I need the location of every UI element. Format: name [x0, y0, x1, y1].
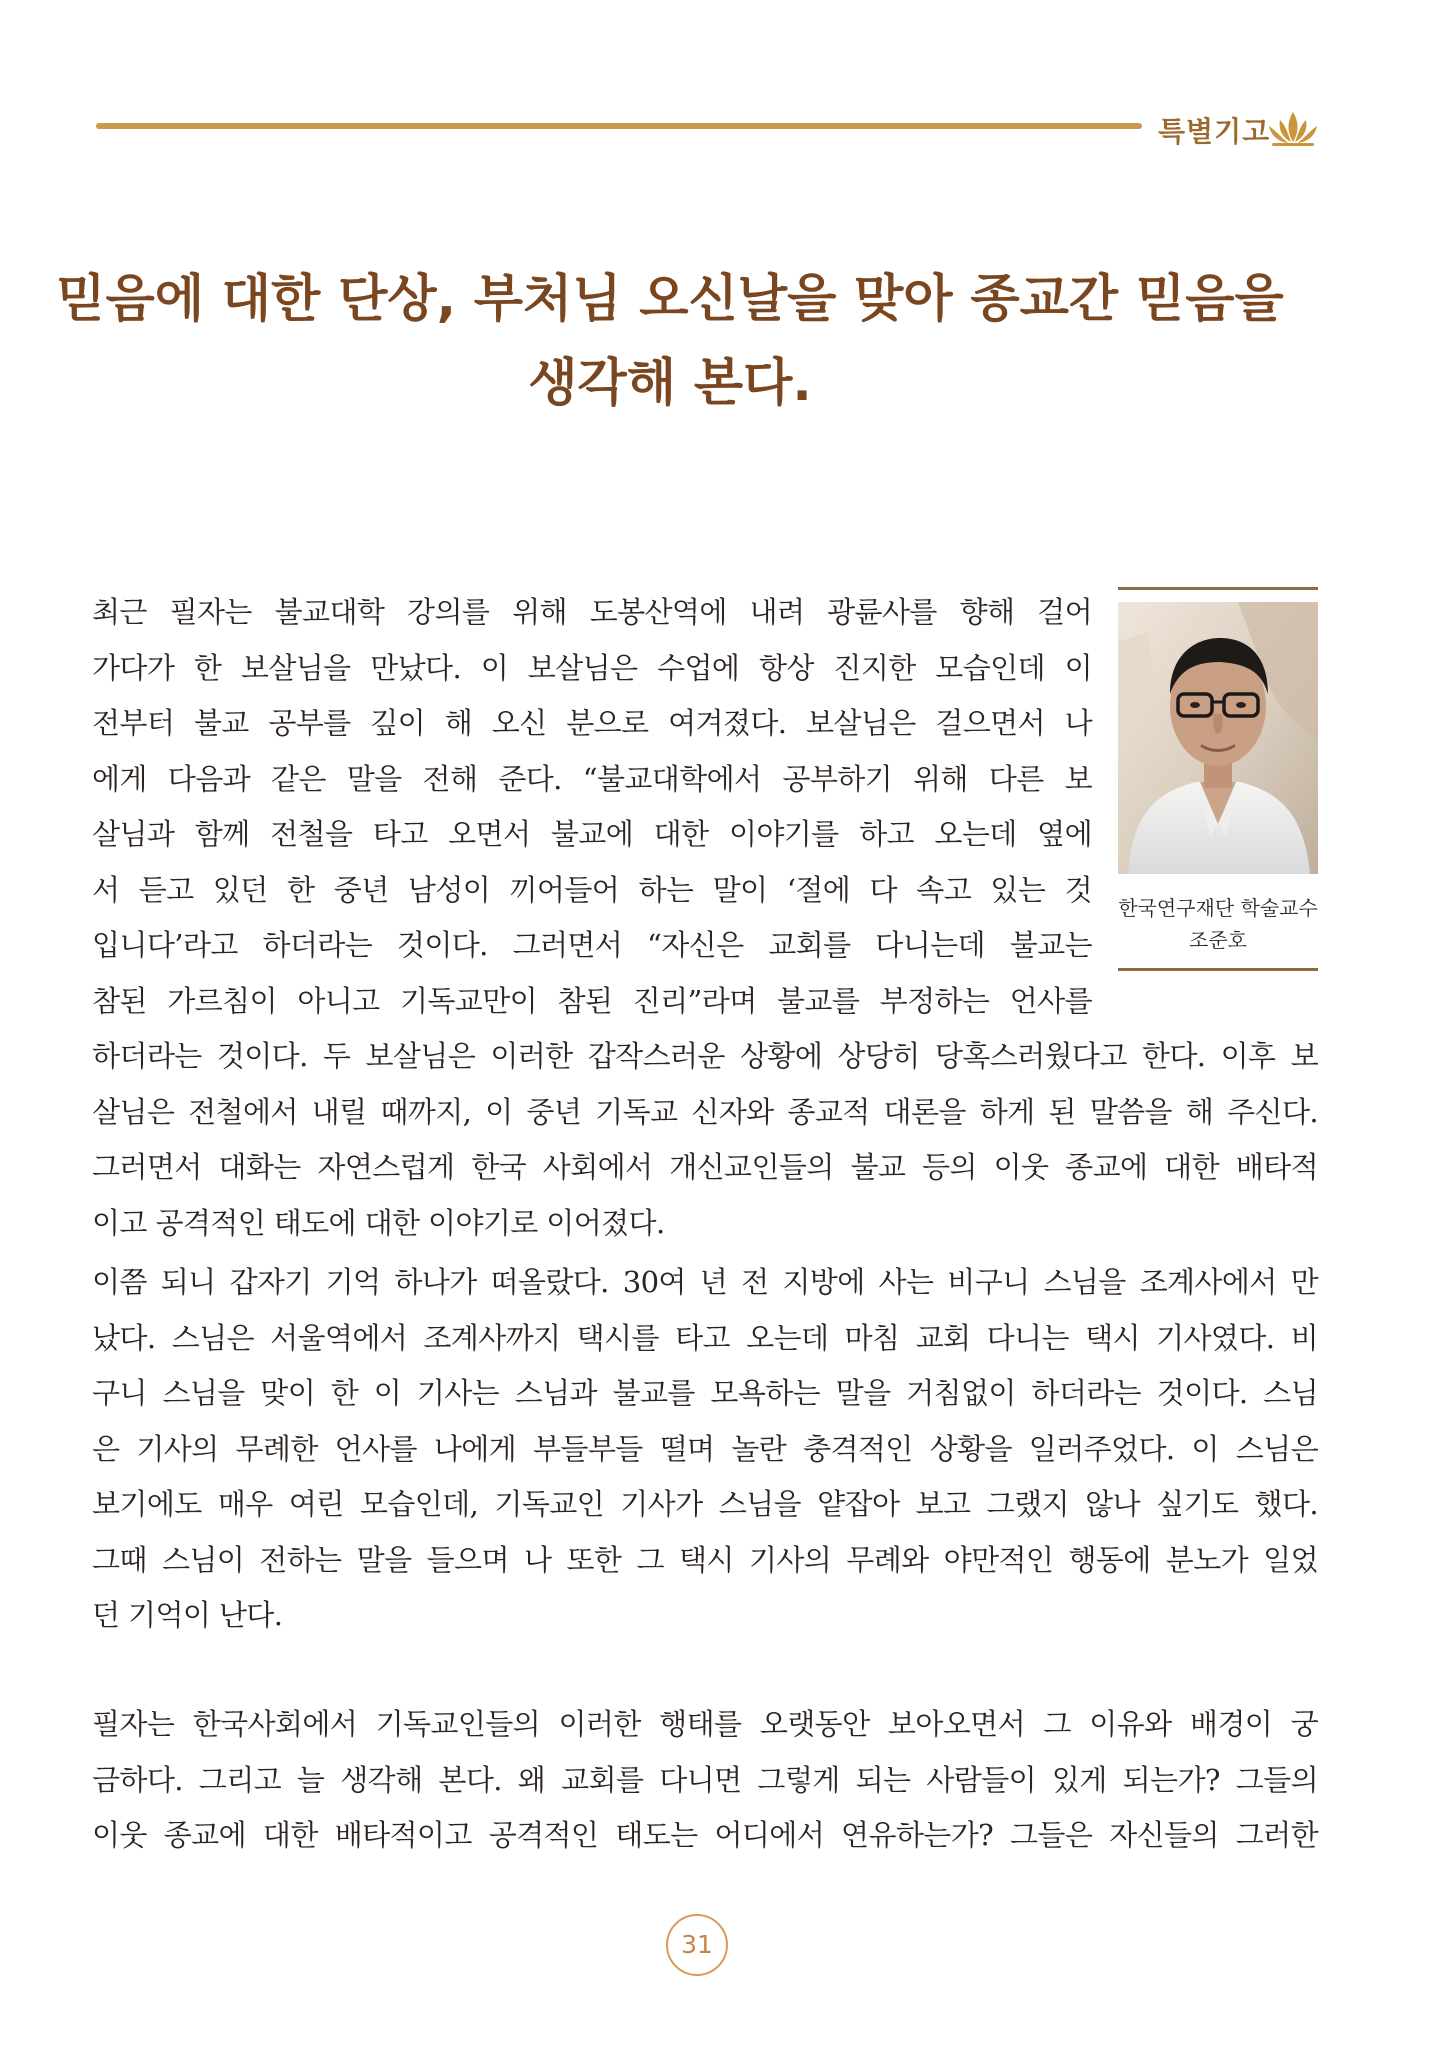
text-line: 필자는 한국사회에서 기독교인들의 이러한 행태를 오랫동안 보아오면서 그 이유와 배경이 궁 — [92, 1707, 1318, 1741]
text-line: 서 듣고 있던 한 중년 남성이 끼어들어 하는 말이 ‘절에 다 속고 있는 것 — [92, 872, 1092, 907]
article-title-line2: 생각해 본다. — [528, 354, 812, 413]
text-line: 전부터 불교 공부를 깊이 해 오신 분으로 여겨졌다. 보살님은 걸으면서 나 — [92, 706, 1092, 740]
text-line: 났다. 스님은 서울역에서 조계사까지 택시를 타고 오는데 마침 교회 다니는 택시 기사였다. 비 — [92, 1320, 1318, 1355]
paragraph-3 — [92, 1697, 1318, 1864]
article-title — [40, 258, 1300, 426]
lotus-icon — [1266, 108, 1320, 148]
paragraph-2 — [92, 1255, 1318, 1644]
text-line: 이고 공격적인 태도에 대한 이야기로 이어졌다. — [92, 1205, 665, 1240]
section-label: 특별기고 — [1158, 115, 1271, 148]
text-line: 은 기사의 무례한 언사를 나에게 부들부들 떨며 놀란 충격적인 상황을 일러주었다. 이 스님은 — [92, 1431, 1318, 1466]
article-title-line1: 믿음에 대한 단상, 부처님 오신날을 맞아 종교간 믿음을 — [56, 270, 1284, 329]
text-line: 참된 가르침이 아니고 기독교만이 참된 진리”라며 불교를 부정하는 언사를 — [92, 983, 1092, 1018]
text-line: 이웃 종교에 대한 배타적이고 공격적인 태도는 어디에서 연유하는가? 그들은 자신들의 그러한 — [92, 1818, 1318, 1852]
text-line: 살님은 전철에서 내릴 때까지, 이 중년 기독교 신자와 종교적 대론을 하게 된 말씀을 해 주신다. — [92, 1094, 1318, 1129]
paragraph-1 — [92, 585, 1318, 1251]
text-line: 하더라는 것이다. 두 보살님은 이러한 갑작스러운 상황에 상당히 당혹스러웠다고 한다. 이후 보 — [92, 1039, 1318, 1073]
text-line: 던 기억이 난다. — [92, 1598, 283, 1632]
text-line: 살님과 함께 전철을 타고 오면서 불교에 대한 이야기를 하고 오는데 옆에 — [92, 817, 1092, 851]
text-line: 가다가 한 보살님을 만났다. 이 보살님은 수업에 항상 진지한 모습인데 이 — [92, 650, 1092, 685]
page-number: 31 — [666, 1914, 728, 1976]
author-affiliation: 한국연구재단 학술교수 — [1118, 896, 1318, 920]
author-name: 조준호 — [1189, 928, 1247, 952]
text-line: 에게 다음과 같은 말을 전해 준다. “불교대학에서 공부하기 위해 다른 보 — [92, 761, 1092, 796]
text-line: 금하다. 그리고 늘 생각해 본다. 왜 교회를 다니면 그렇게 되는 사람들이 있게 되는가? 그들의 — [92, 1762, 1318, 1797]
text-line: 구니 스님을 맞이 한 이 기사는 스님과 불교를 모욕하는 말을 거침없이 하더라는 것이다. 스님 — [92, 1376, 1318, 1410]
text-line: 최근 필자는 불교대학 강의를 위해 도봉산역에 내려 광륜사를 향해 걸어 — [92, 595, 1092, 629]
text-line: 이쯤 되니 갑자기 기억 하나가 떠올랐다. 30여 년 전 지방에 사는 비구니 스님을 조계사에서 만 — [92, 1265, 1318, 1299]
text-line: 입니다’라고 하더라는 것이다. 그러면서 “자신은 교회를 다니는데 불교는 — [92, 928, 1092, 962]
header-rule — [96, 123, 1142, 129]
text-line: 그때 스님이 전하는 말을 들으며 나 또한 그 택시 기사의 무례와 야만적인 행동에 분노가 일었 — [92, 1542, 1318, 1577]
text-line: 보기에도 매우 여린 모습인데, 기독교인 기사가 스님을 얕잡아 보고 그랬지 않나 싶기도 했다. — [92, 1487, 1318, 1521]
text-line: 그러면서 대화는 자연스럽게 한국 사회에서 개신교인들의 불교 등의 이웃 종교에 대한 배타적 — [92, 1150, 1318, 1184]
